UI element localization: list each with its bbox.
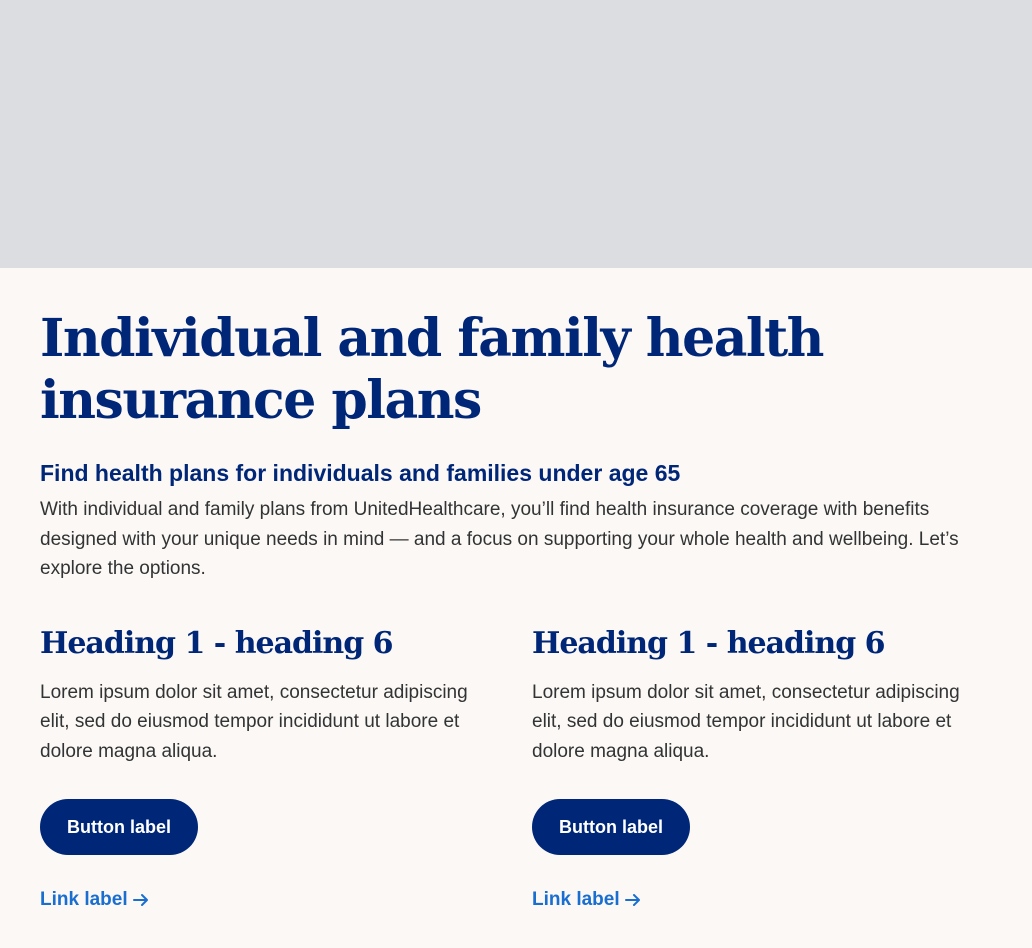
page-title: Individual and family health insurance plans bbox=[40, 308, 823, 431]
page-subtitle: Find health plans for individuals and families under age 65 bbox=[40, 460, 681, 486]
link-label: Link label bbox=[532, 889, 620, 910]
arrow-right-icon bbox=[132, 891, 150, 909]
column-heading: Heading 1 - heading 6 bbox=[532, 625, 885, 661]
column-body: Lorem ipsum dolor sit amet, consectetur adipiscing elit, sed do eiusmod tempor incididunt ut labore et dolore magna aliqua. bbox=[532, 681, 960, 762]
primary-button[interactable]: Button label bbox=[40, 799, 198, 855]
text-link[interactable] bbox=[40, 889, 150, 911]
hero-image bbox=[0, 0, 1032, 268]
column-heading: Heading 1 - heading 6 bbox=[40, 625, 393, 661]
column-body: Lorem ipsum dolor sit amet, consectetur adipiscing elit, sed do eiusmod tempor incididunt ut labore et dolore magna aliqua. bbox=[40, 681, 468, 762]
link-label: Link label bbox=[40, 889, 128, 910]
text-link[interactable] bbox=[532, 889, 642, 911]
content-columns bbox=[40, 624, 992, 912]
content-column-2 bbox=[532, 624, 982, 912]
main-content bbox=[0, 268, 1032, 911]
intro-paragraph: With individual and family plans from UnitedHealthcare, you’ll find health insurance coverage with benefits designed with your unique needs in mind — and a focus on supporting your whole health and wellbeing. Let’s explore the options. bbox=[40, 499, 959, 579]
primary-button[interactable]: Button label bbox=[532, 799, 690, 855]
arrow-right-icon bbox=[624, 891, 642, 909]
content-column-1 bbox=[40, 624, 490, 912]
